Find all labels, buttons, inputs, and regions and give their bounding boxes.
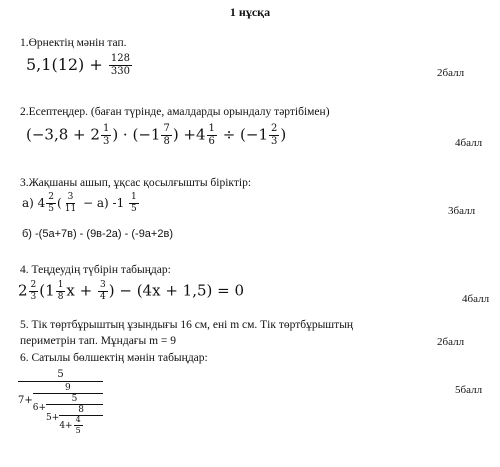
- q2-part-2: ) · (−1: [112, 125, 161, 144]
- q6-level-3-fraction: [59, 405, 103, 435]
- q4-frac-2-den: 8: [57, 292, 64, 302]
- q2-frac-1-num: 1: [102, 123, 110, 134]
- q2-frac-4-den: 3: [271, 136, 278, 147]
- q3-a-frac-1: [46, 193, 56, 214]
- q6-num-4: 4: [75, 415, 81, 424]
- q6-level-4: [59, 416, 103, 435]
- q6-num-3: 8: [59, 405, 103, 416]
- q6-whole-4: 4+: [59, 420, 73, 431]
- q3-a-tail: − а) -1: [83, 196, 125, 210]
- q3-a-frac-2: [63, 193, 78, 214]
- q6-num-1: 9: [33, 383, 103, 394]
- q1-expression: [26, 54, 133, 77]
- q6-whole-3: 5+: [46, 413, 60, 423]
- q2-part-4: ÷ (−1: [222, 125, 269, 144]
- q4-frac-1-num: 2: [30, 280, 37, 290]
- q3-a-lead: а) 4: [22, 196, 46, 210]
- q3-a-mid: (: [57, 196, 62, 210]
- q2-frac-4: [269, 124, 279, 147]
- q3-a-frac-2-den: 11: [64, 204, 77, 214]
- q3-a-frac-2-num: 3: [67, 192, 74, 202]
- q6-level-1-fraction: [33, 383, 103, 435]
- q4-frac-2: [56, 281, 66, 302]
- q3-a-frac-3-den: 5: [131, 204, 137, 214]
- q6-whole-1: 7+: [18, 395, 33, 406]
- q1-numerator: 128: [110, 53, 130, 64]
- q2-points: 4балл: [455, 137, 483, 149]
- variant-title: 1 нұсқа: [229, 5, 271, 19]
- q6-continued-fraction: [18, 369, 103, 435]
- q6-points: 5балл: [455, 384, 483, 396]
- q6-text: 6. Сатылы бөлшектің мәнін табыңдар:: [20, 352, 208, 364]
- q3-text: 3.Жақшаны ашып, ұқсас қосылғышты біріктір:: [20, 177, 252, 189]
- q1-expr-lead: 5,1(12) +: [26, 55, 103, 74]
- q1-fraction: [109, 54, 132, 77]
- q6-whole-2: 6+: [32, 403, 47, 413]
- q2-frac-3-num: 1: [208, 123, 215, 134]
- q2-frac-3-den: 6: [208, 136, 215, 147]
- q5-line-2: периметрін тап. Мұндағы m = 9: [20, 335, 177, 347]
- q6-den-4: 5: [75, 426, 81, 435]
- q4-frac-3-den: 4: [100, 292, 106, 302]
- q3-a-frac-1-num: 2: [48, 192, 55, 202]
- q2-frac-2-num: 7: [163, 123, 170, 134]
- q3-part-b: б) -(5а+7в) - (9в-2а) - (-9а+2в): [22, 228, 173, 240]
- q4-part-3: x +: [66, 281, 93, 300]
- q4-part-1: 2: [18, 281, 28, 300]
- q4-equation: [18, 281, 244, 302]
- q1-points: 2балл: [437, 67, 465, 79]
- q2-frac-2-den: 8: [163, 136, 170, 147]
- q6-level-2-fraction: [46, 394, 103, 435]
- q6-level-1: [18, 383, 103, 435]
- q6-level-2: [33, 394, 103, 435]
- q4-frac-3: [98, 281, 108, 302]
- q2-expression: [26, 124, 286, 147]
- q3-a-frac-1-den: 5: [48, 204, 55, 214]
- q4-part-2: (1: [39, 281, 55, 300]
- q4-points: 4балл: [462, 293, 490, 305]
- q4-part-4: ) − (4x + 1,5) = 0: [108, 281, 245, 300]
- q2-part-3: ) +4: [172, 125, 206, 144]
- q2-text: 2.Есептеңдер. (баған түрінде, амалдарды орындалу тәртібімен): [20, 106, 330, 118]
- q2-part-5: ): [280, 125, 287, 144]
- q6-num-2: 5: [46, 394, 103, 405]
- q2-frac-1-den: 3: [102, 136, 110, 147]
- q6-top-numerator: 5: [18, 369, 103, 382]
- q2-frac-2: [161, 124, 171, 147]
- q1-text: 1.Өрнектің мәнін тап.: [20, 37, 127, 49]
- q5-line-1: 5. Тік төртбұрыштың ұзындығы 16 см, ені m см. Тік төртбұрыштың: [20, 319, 354, 331]
- q3-a-frac-3-num: 1: [131, 192, 137, 202]
- q2-frac-1: [101, 124, 111, 147]
- q4-frac-1-den: 3: [30, 292, 37, 302]
- q5-points: 2балл: [437, 336, 465, 348]
- q4-frac-2-num: 1: [57, 280, 64, 290]
- q3-a-frac-3: [129, 193, 139, 214]
- q2-part-1: (−3,8 + 2: [26, 125, 100, 144]
- q4-frac-3-num: 3: [100, 280, 106, 290]
- q2-frac-3: [207, 124, 217, 147]
- q6-last-fraction: [74, 416, 83, 435]
- q1-denominator: 330: [110, 66, 130, 77]
- q3-points: 3балл: [448, 205, 476, 217]
- q6-level-3: [46, 405, 103, 435]
- q3-part-a: [22, 193, 140, 214]
- q4-text: 4. Теңдеудің түбірін табыңдар:: [20, 264, 171, 276]
- q2-frac-4-num: 2: [271, 123, 278, 134]
- q4-frac-1: [29, 281, 39, 302]
